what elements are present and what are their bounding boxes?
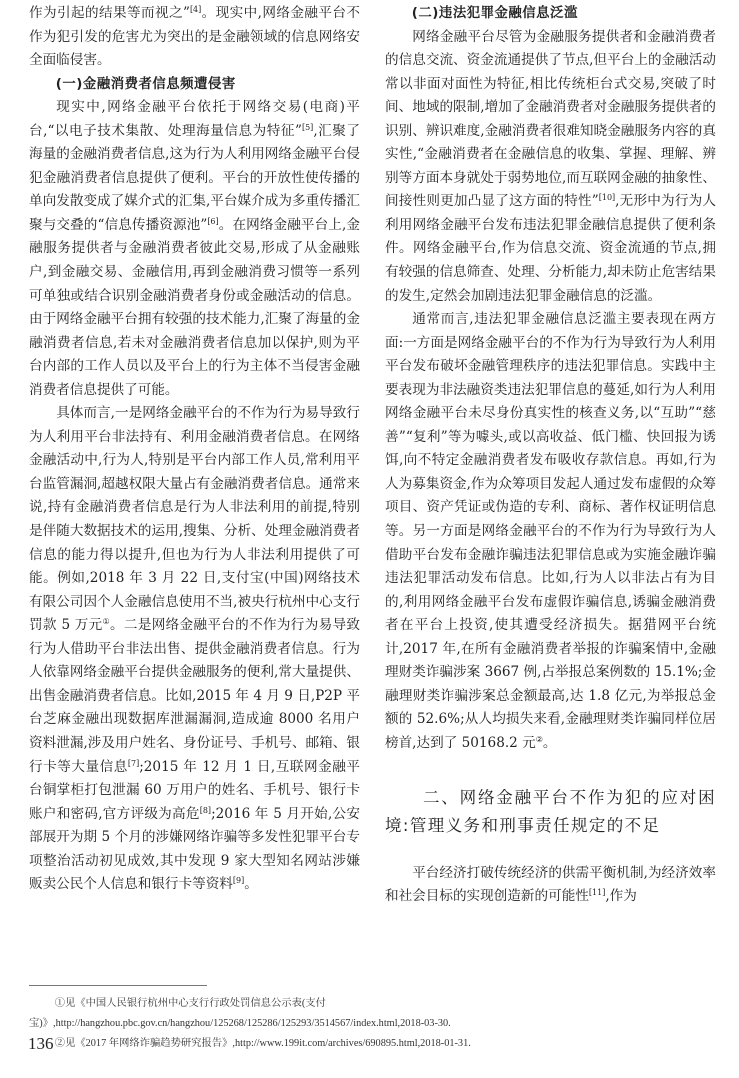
footnote-text[interactable]: 见《中国人民银行杭州中心支行行政处罚信息公示表(支付宝)》,http://hangzhou.pbc.gov.cn/hangzhou/125268/125286/125293/3514567/index.html,2018-03-30.	[29, 998, 451, 1029]
paragraph	[385, 862, 716, 909]
paragraph-continued	[29, 2, 360, 73]
paragraph	[29, 402, 360, 896]
paragraph-text: 具体而言,一是网络金融平台的不作为行为易导致行为人利用平台非法持有、利用金融消费者信息。在网络金融活动中,行为人,特别是平台内部工作人员,常利用平台监管漏洞,超越权限大量占有金融消费者信息。通常来说,持有金融消费者信息是行为人非法利用的前提,特别是伴随大数据技术的运用,搜集、分析、处理金融消费者信息的能力得以提升,但也为行为人非法利用提供了可能。例如,2018 年 3 月 22 日,支付宝(中国)网络技术有限公司因个人金融信息使用不当,被央行杭州中心支行罚款 5 万元	[29, 405, 360, 634]
paragraph-text: ,汇聚了海量的金融消费者信息,这为行为人利用网络金融平台侵犯金融消费者信息提供了便利。平台的开放性使传播的单向发散变成了媒介式的汇集,平台媒介成为多重传播汇聚与交叠的“信息传播资源池”	[29, 122, 361, 233]
footnote-marker[interactable]: ②	[535, 734, 543, 744]
citation-ref[interactable]: [4]	[189, 5, 202, 14]
subsection-heading-1: (一)金融消费者信息频遭侵害	[55, 76, 236, 92]
citation-ref[interactable]: [10]	[598, 193, 616, 203]
footnote-marker: ②	[54, 1038, 66, 1049]
footnote-marker: ①	[54, 998, 66, 1009]
paragraph-text: ,无形中为行为人利用网络金融平台发布违法犯罪金融信息提供了便利条件。网络金融平台,作为信息交流、资金流通的节点,拥有较强的信息筛查、处理、分析能力,却未防止危害结果的发生,定然会加剧违法犯罪金融信息的泛滥。	[385, 193, 716, 304]
paragraph-text: 作为引起的结果等而视之”	[29, 5, 190, 21]
section-heading: 二、网络金融平台不作为犯的应对困境:管理义务和刑事责任规定的不足	[385, 787, 716, 835]
citation-ref[interactable]: [9]	[232, 876, 245, 886]
paragraph-text: 。	[244, 876, 258, 893]
citation-ref[interactable]: [8]	[199, 805, 212, 815]
footnote-text[interactable]: 见《2017 年网络诈骗趋势研究报告》,http://www.199it.com/archives/690895.html,2018-01-31.	[65, 1038, 471, 1049]
paragraph-text: ;2015 年 12 月 1 日,互联网金融平台铜掌柜打包泄漏 60 万用户的姓名、手机号、银行卡账户和密码,官方评级为高危	[29, 758, 360, 822]
subsection-heading-2: (二)违法犯罪金融信息泛滥	[411, 6, 578, 21]
citation-ref[interactable]: [7]	[127, 758, 140, 768]
citation-ref[interactable]: [6]	[207, 216, 219, 226]
paragraph	[385, 26, 716, 309]
paragraph-text: 。二是网络金融平台的不作为行为易导致行为人借助平台非法出售、提供金融消费者信息。行为人依靠网络金融平台提供金融服务的便利,常大量提供、出售金融消费者信息。比如,2015 年 4 月 9 日,P2P 平台芝麻金融出现数据库泄漏漏洞,造成逾 8000 名用户资料泄漏,涉及用户姓名、身份证号、手机号、邮箱、银行卡等大量信息	[29, 617, 361, 775]
citation-ref[interactable]: [11]	[588, 888, 606, 898]
footnote-2	[29, 1034, 719, 1054]
paragraph-text: 现实中,网络金融平台依托于网络交易(电商)平台,“以电子技术集散、处理海量信息为特征”	[29, 99, 360, 139]
paragraph-text: ,作为	[605, 888, 637, 905]
footnotes	[29, 994, 719, 1054]
paragraph	[385, 308, 716, 755]
footnote-1	[29, 994, 719, 1034]
paragraph-text: 。	[542, 734, 557, 751]
right-column	[385, 2, 716, 909]
paragraph-text: 。在网络金融平台上,金融服务提供者与金融消费者彼此交易,形成了从金融账户,到金融交易、金融信用,再到金融消费习惯等一系列可单独或结合识别金融消费者身份或金融活动的信息。由于网络金融平台拥有较强的技术能力,汇聚了海量的金融消费者信息,若未对金融消费者信息加以保护,则为平台内部的工作人员以及平台上的行为主体不当侵害金融消费者信息提供了可能。	[29, 216, 360, 398]
paragraph-text: 。现实中,网络金融平台不作为犯引发的危害尤为突出的是金融领域的信息网络安全面临侵害。	[29, 5, 360, 69]
footnote-marker[interactable]: ①	[102, 617, 111, 627]
citation-ref[interactable]: [5]	[301, 122, 314, 132]
left-column	[29, 2, 360, 897]
paragraph	[29, 96, 360, 402]
paragraph-text: 网络金融平台尽管为金融服务提供者和金融消费者的信息交流、资金流通提供了节点,但平台上的金融活动常以非面对面性为特征,相比传统柜台式交易,突破了时间、地域的限制,增加了金融消费者对金融服务提供者的识别、辨识难度,金融消费者很难知晓金融服务内容的真实性,“金融消费者在金融信息的收集、掌握、理解、辨别等方面本身就处于弱势地位,而互联网金融的抽象性、间接性则更加凸显了这方面的特性”	[385, 28, 716, 210]
paragraph-text: 通常而言,违法犯罪金融信息泛滥主要表现在两方面:一方面是网络金融平台的不作为行为导致行为人利用平台发布破坏金融管理秩序的违法犯罪信息。实践中主要表现为非法融资类违法犯罪信息的蔓延,如行为人利用网络金融平台未尽身份真实性的核查义务,以“互助”“慈善”“复利”等为噱头,或以高收益、低门槛、快回报为诱饵,向不特定金融消费者发布吸收存款信息。再如,行为人为募集资金,作为众筹项目发起人通过发布虚假的众筹项目、资产凭证或伪造的专利、商标、著作权证明信息等。另一方面是网络金融平台的不作为行为导致行为人借助平台发布金融诈骗违法犯罪信息或为实施金融诈骗违法犯罪活动发布信息。比如,行为人以非法占有为目的,利用网络金融平台发布虚假诈骗信息,诱骗金融消费者在平台上投资,使其遭受经济损失。据猎网平台统计,2017 年,在所有金融消费者举报的诈骗案情中,金融理财类诈骗涉案 3667 例,占举报总案例数的 15.1%;金融理财类诈骗涉案总金额最高,达 1.8 亿元,为举报总金额的 52.6%;从人均损失来看,金融理财类诈骗同样位居榜首,达到了 50168.2 元	[385, 311, 716, 751]
paragraph-text: 平台经济打破传统经济的供需平衡机制,为经济效率和社会目标的实现创造新的可能性	[385, 864, 716, 905]
page-number: 136	[28, 1034, 54, 1053]
footnote-divider	[29, 985, 207, 986]
paragraph-text: ;2016 年 5 月开始,公安部展开为期 5 个月的涉嫌网络诈骗等多发性犯罪平台专项整治活动初见成效,其中发现 9 家大型知名网站涉嫌贩卖公民个人信息和银行卡等资料	[29, 805, 360, 893]
